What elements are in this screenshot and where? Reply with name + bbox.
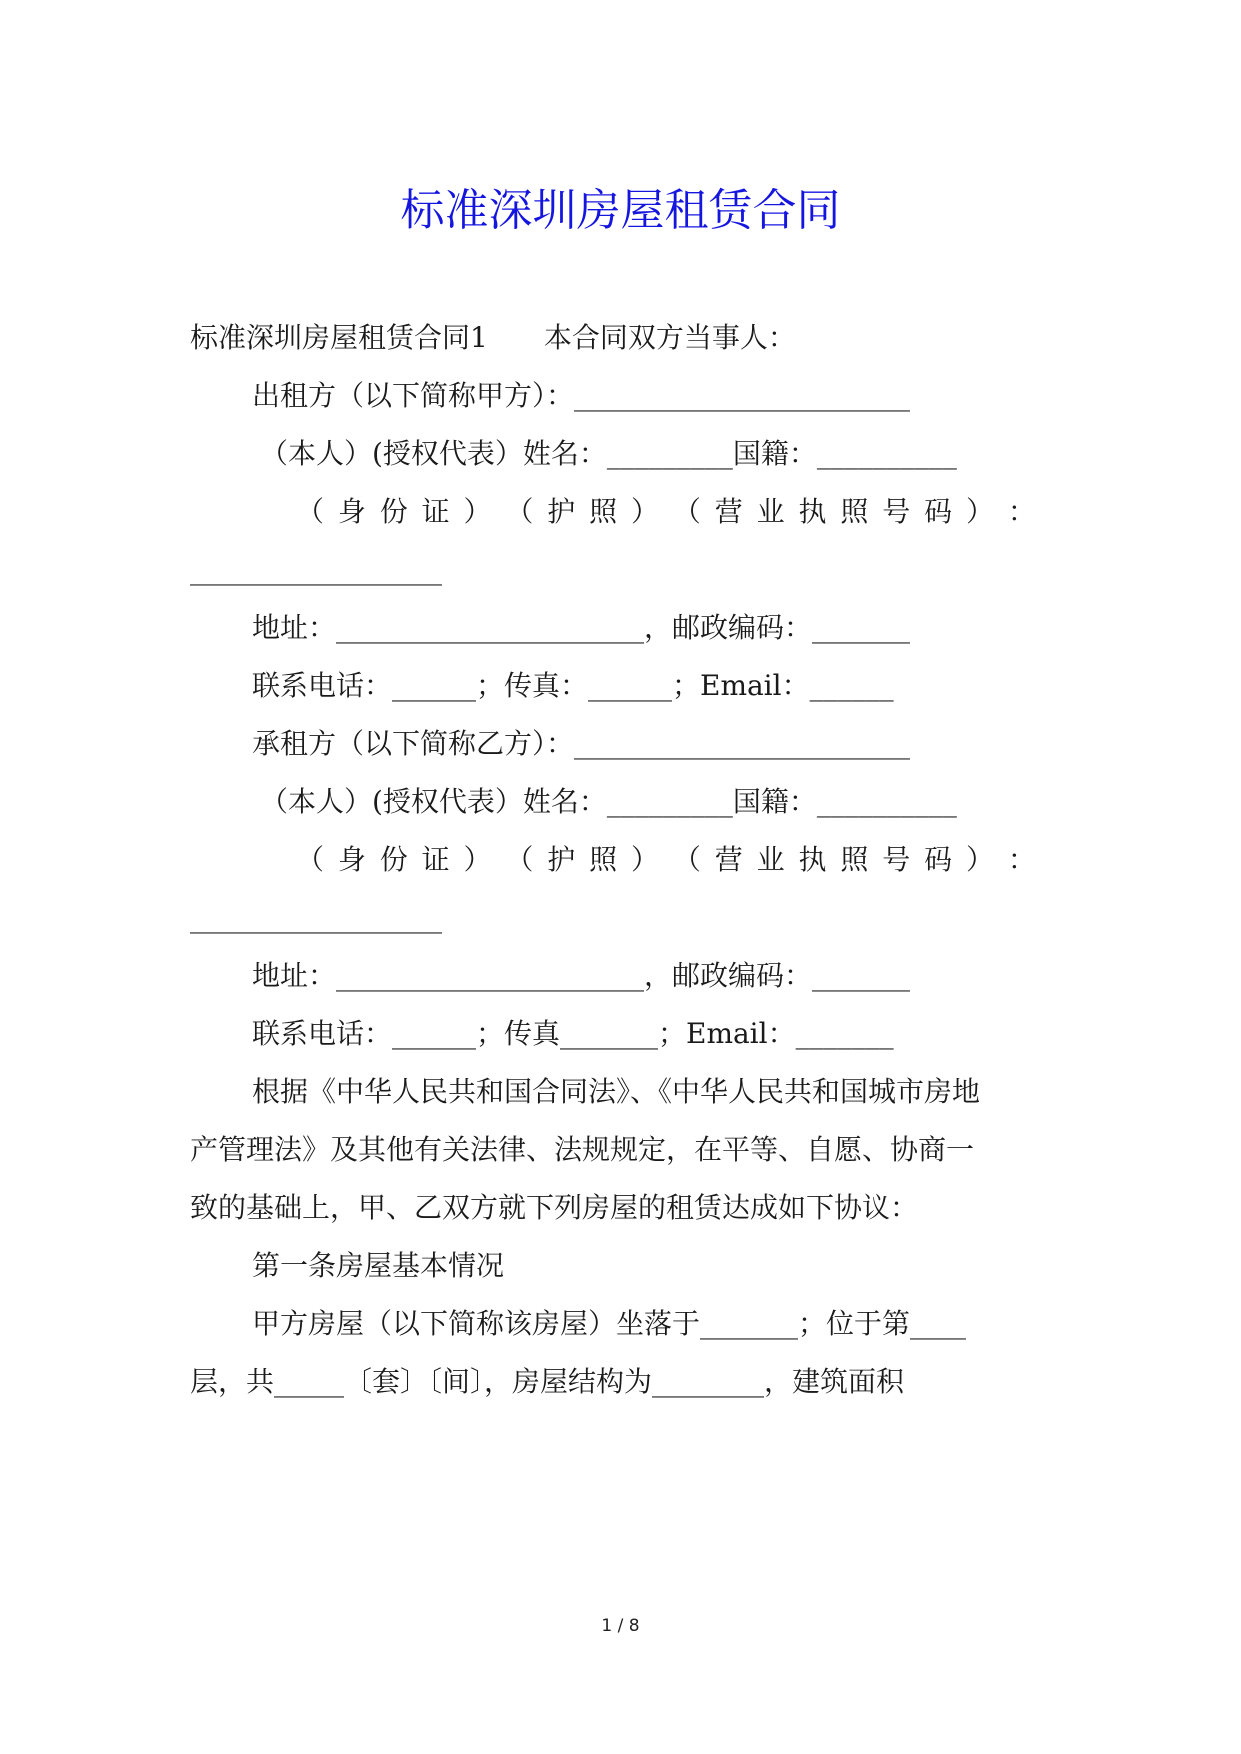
id-type-char: ）	[631, 495, 660, 528]
lessee-id-blank: __________________	[190, 901, 442, 934]
lessee-line: 承租方（以下简称乙方）：________________________	[252, 727, 911, 760]
id-type-char: 照	[840, 843, 869, 876]
id-type-char: 号	[882, 843, 911, 876]
id-type-char: 照	[589, 495, 618, 528]
id-type-char: ：	[1007, 843, 1036, 876]
article-one-heading: 第一条房屋基本情况	[252, 1249, 505, 1282]
id-type-char: 照	[840, 495, 869, 528]
contract-intro-line: 标准深圳房屋租赁合同1 本合同双方当事人：	[190, 321, 796, 354]
id-type-char: 护	[547, 843, 576, 876]
page-title: 标准深圳房屋租赁合同	[400, 185, 841, 237]
id-type-char: ：	[1007, 495, 1036, 528]
id-type-char: 营	[714, 495, 743, 528]
lessee-address-line: 地址：______________________，邮政编码：_______	[252, 959, 911, 992]
property-location-line: 甲方房屋（以下简称该房屋）坐落于_______；位于第____	[252, 1307, 967, 1340]
id-type-char: 码	[924, 843, 953, 876]
id-type-char: ）	[463, 495, 492, 528]
id-type-char: 号	[882, 495, 911, 528]
id-type-char: （	[672, 843, 701, 876]
page-number: 1 / 8	[601, 1616, 640, 1636]
id-type-char: 身	[337, 495, 366, 528]
id-type-char: 业	[756, 495, 785, 528]
lessor-contact-line: 联系电话：______；传真：______；Email：______	[252, 669, 894, 702]
lessor-address-line: 地址：______________________，邮政编码：_______	[252, 611, 911, 644]
id-type-char: 护	[547, 495, 576, 528]
lessee-name-nationality: （本人）(授权代表）姓名：_________国籍：__________	[260, 785, 957, 818]
legal-basis-paragraph-line-1: 根据《中华人民共和国合同法》、《中华人民共和国城市房地	[252, 1075, 981, 1108]
id-type-char: 执	[798, 495, 827, 528]
legal-basis-paragraph-line-2: 产管理法》及其他有关法律、法规规定，在平等、自愿、协商一	[190, 1133, 975, 1166]
id-type-char: （	[505, 495, 534, 528]
lessor-name-nationality: （本人）(授权代表）姓名：_________国籍：__________	[260, 437, 957, 470]
id-type-char: 业	[756, 843, 785, 876]
lessee-contact-line: 联系电话：______；传真_______；Email：_______	[252, 1017, 894, 1050]
id-type-char: ）	[966, 843, 995, 876]
id-type-char: 身	[337, 843, 366, 876]
id-type-char: ）	[966, 495, 995, 528]
id-type-char: （	[296, 495, 325, 528]
id-type-char: （	[505, 843, 534, 876]
id-type-char: 份	[379, 843, 408, 876]
id-type-char: 照	[589, 843, 618, 876]
legal-basis-paragraph-line-3: 致的基础上，甲、乙双方就下列房屋的租赁达成如下协议：	[190, 1191, 919, 1224]
id-type-char: （	[672, 495, 701, 528]
id-type-char: 码	[924, 495, 953, 528]
lessor-id-blank: __________________	[190, 553, 442, 586]
id-type-char: 营	[714, 843, 743, 876]
property-structure-line: 层，共_____〔套〕〔间〕，房屋结构为________，建筑面积	[190, 1365, 905, 1398]
id-type-char: 份	[379, 495, 408, 528]
lessor-id-types	[296, 492, 1036, 532]
lessee-id-types	[296, 840, 1036, 880]
id-type-char: 证	[421, 495, 450, 528]
id-type-char: 证	[421, 843, 450, 876]
lessor-line: 出租方（以下简称甲方）：________________________	[252, 379, 911, 412]
id-type-char: ）	[463, 843, 492, 876]
id-type-char: 执	[798, 843, 827, 876]
id-type-char: （	[296, 843, 325, 876]
id-type-char: ）	[631, 843, 660, 876]
